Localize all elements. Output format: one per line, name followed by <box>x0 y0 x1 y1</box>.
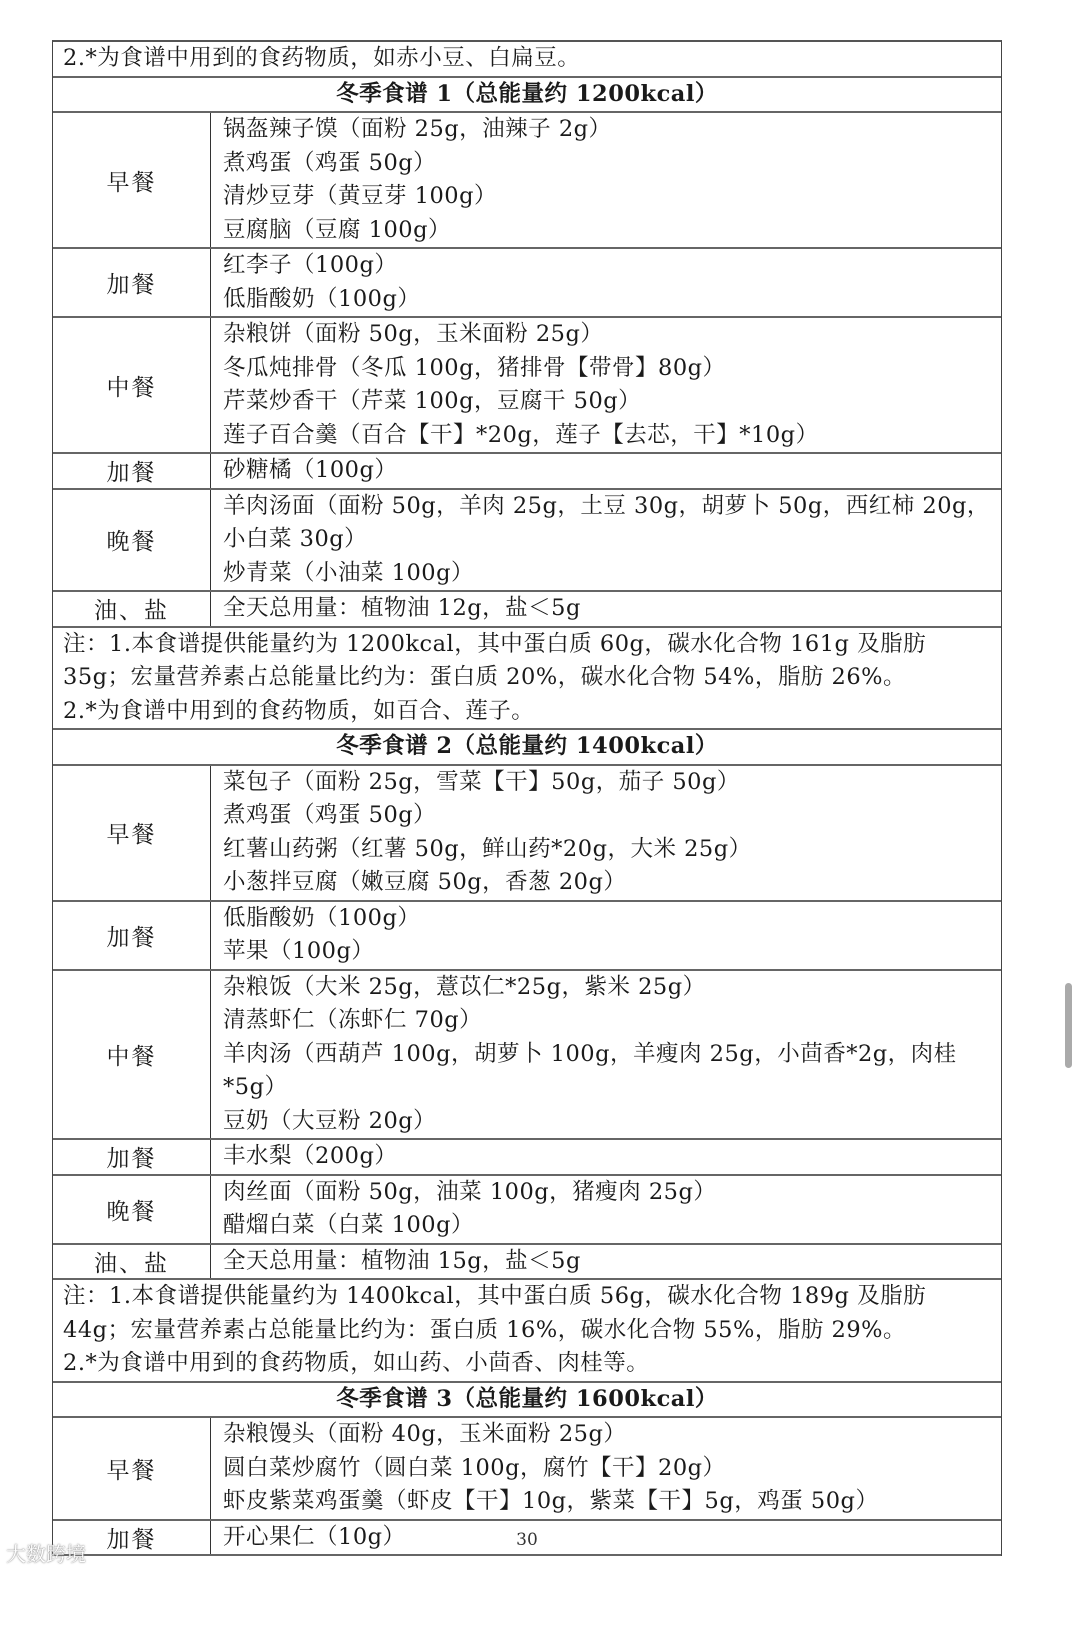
dish-line: 红李子（100g） <box>223 252 398 278</box>
note-line: 注：1.本食谱提供能量约为 1400kcal，其中蛋白质 56g，碳水化合物 189g 及脂肪 <box>63 1283 927 1309</box>
recipe-title-row <box>53 78 1001 114</box>
note-row <box>53 1280 1001 1383</box>
meal-items <box>211 454 1001 488</box>
meal-items <box>211 902 1001 969</box>
dish-line: 全天总用量：植物油 12g，盐＜5g <box>223 595 581 621</box>
meal-items <box>211 971 1001 1139</box>
meal-items <box>211 766 1001 900</box>
dish-line: 全天总用量：植物油 15g，盐＜5g <box>223 1247 581 1274</box>
dish-line: 醋熘白菜（白菜 100g） <box>223 1212 475 1238</box>
meal-label: 晚餐 <box>53 1176 211 1243</box>
recipe-title-row <box>53 730 1001 766</box>
meal-row <box>53 902 1001 971</box>
dish-line: 杂粮饼（面粉 50g，玉米面粉 25g） <box>223 321 604 347</box>
meal-label: 加餐 <box>53 454 211 488</box>
dish-line: *5g） <box>223 1074 288 1100</box>
dish-line: 小葱拌豆腐（嫩豆腐 50g，香葱 20g） <box>223 869 627 895</box>
dish-line: 肉丝面（面粉 50g，油菜 100g，猪瘦肉 25g） <box>223 1178 717 1205</box>
note-row <box>53 42 1001 78</box>
meal-row <box>53 592 1001 628</box>
note-line: 2.*为食谱中用到的食药物质，如赤小豆、白扁豆。 <box>63 45 581 71</box>
meal-items <box>211 1418 1001 1519</box>
meal-label: 油、盐 <box>53 1245 211 1279</box>
meal-label: 油、盐 <box>53 592 211 626</box>
recipe-title: 冬季食谱 1（总能量约 1200kcal） <box>336 80 718 107</box>
watermark-logo: 大数跨境 <box>6 1542 86 1566</box>
meal-row <box>53 1176 1001 1245</box>
meal-row <box>53 971 1001 1141</box>
note-line: 注：1.本食谱提供能量约为 1200kcal，其中蛋白质 60g，碳水化合物 161g 及脂肪 <box>63 630 927 657</box>
meal-label: 中餐 <box>53 971 211 1139</box>
dish-line: 羊肉汤（西葫芦 100g，胡萝卜 100g，羊瘦肉 25g，小茴香*2g，肉桂 <box>223 1040 957 1067</box>
meal-row <box>53 249 1001 318</box>
meal-items <box>211 113 1001 247</box>
meal-items <box>211 592 1001 626</box>
dish-line: 虾皮紫菜鸡蛋羹（虾皮【干】10g，紫菜【干】5g，鸡蛋 50g） <box>223 1488 879 1514</box>
dish-line: 莲子百合羹（百合【干】*20g，莲子【去芯，干】*10g） <box>223 421 819 448</box>
dish-line: 杂粮馒头（面粉 40g，玉米面粉 25g） <box>223 1421 627 1447</box>
meal-label: 中餐 <box>53 318 211 452</box>
meal-label: 加餐 <box>53 249 211 316</box>
meal-row <box>53 454 1001 490</box>
meal-label: 加餐 <box>53 1140 211 1174</box>
dish-line: 煮鸡蛋（鸡蛋 50g） <box>223 802 437 828</box>
dish-line: 锅盔辣子馍（面粉 25g，油辣子 2g） <box>223 116 612 142</box>
scrollbar[interactable] <box>1065 983 1072 1068</box>
dish-line: 冬瓜炖排骨（冬瓜 100g，猪排骨【带骨】80g） <box>223 354 726 381</box>
meal-label: 加餐 <box>53 1521 211 1555</box>
note-line: 35g；宏量营养素占总能量比约为：蛋白质 20%，碳水化合物 54%，脂肪 26%。 <box>63 664 907 690</box>
meal-row <box>53 490 1001 593</box>
dish-line: 杂粮饭（大米 25g，薏苡仁*25g，紫米 25g） <box>223 973 706 1000</box>
recipe-title-row <box>53 1383 1001 1419</box>
note-line: 2.*为食谱中用到的食药物质，如百合、莲子。 <box>63 697 535 724</box>
meal-items <box>211 1245 1001 1279</box>
dish-line: 芹菜炒香干（芹菜 100g，豆腐干 50g） <box>223 388 642 414</box>
dish-line: 煮鸡蛋（鸡蛋 50g） <box>223 149 437 176</box>
meal-row <box>53 1245 1001 1281</box>
recipe-title: 冬季食谱 3（总能量约 1600kcal） <box>336 1385 718 1412</box>
meal-label: 晚餐 <box>53 490 211 591</box>
meal-items <box>211 1140 1001 1174</box>
note-line: 2.*为食谱中用到的食药物质，如山药、小茴香、肉桂等。 <box>63 1350 650 1376</box>
dish-line: 苹果（100g） <box>223 938 375 964</box>
dish-line: 圆白菜炒腐竹（圆白菜 100g，腐竹【干】20g） <box>223 1454 726 1481</box>
dish-line: 砂糖橘（100g） <box>223 457 398 483</box>
dish-line: 炒青菜（小油菜 100g） <box>223 559 475 586</box>
dish-line: 菜包子（面粉 25g，雪菜【干】50g，茄子 50g） <box>223 768 740 795</box>
page-number: 30 <box>516 1530 538 1550</box>
dish-line: 豆奶（大豆粉 20g） <box>223 1107 437 1134</box>
meal-items <box>211 249 1001 316</box>
meal-row <box>53 318 1001 454</box>
recipe-title: 冬季食谱 2（总能量约 1400kcal） <box>336 733 718 759</box>
dish-line: 清炒豆芽（黄豆芽 100g） <box>223 183 498 209</box>
dish-line: 清蒸虾仁（冻虾仁 70g） <box>223 1007 483 1033</box>
meal-items <box>211 318 1001 452</box>
meal-items <box>211 490 1001 591</box>
meal-label: 早餐 <box>53 766 211 900</box>
note-row <box>53 628 1001 731</box>
dish-line: 丰水梨（200g） <box>223 1143 398 1169</box>
dish-line: 开心果仁（10g） <box>223 1523 406 1550</box>
meal-label: 早餐 <box>53 1418 211 1519</box>
dish-line: 羊肉汤面（面粉 50g，羊肉 25g，土豆 30g，胡萝卜 50g，西红柿 20g， <box>223 492 990 519</box>
meal-row <box>53 1418 1001 1521</box>
meal-label: 早餐 <box>53 113 211 247</box>
meal-label: 加餐 <box>53 902 211 969</box>
dish-line: 小白菜 30g） <box>223 526 368 552</box>
dish-line: 红薯山药粥（红薯 50g，鲜山药*20g，大米 25g） <box>223 835 752 862</box>
meal-row <box>53 1140 1001 1176</box>
recipe-table <box>52 40 1002 1556</box>
meal-items <box>211 1176 1001 1243</box>
meal-row <box>53 766 1001 902</box>
dish-line: 豆腐脑（豆腐 100g） <box>223 216 452 243</box>
meal-row <box>53 113 1001 249</box>
note-line: 44g；宏量营养素占总能量比约为：蛋白质 16%，碳水化合物 55%，脂肪 29%。 <box>63 1316 907 1343</box>
dish-line: 低脂酸奶（100g） <box>223 904 421 931</box>
dish-line: 低脂酸奶（100g） <box>223 285 421 312</box>
